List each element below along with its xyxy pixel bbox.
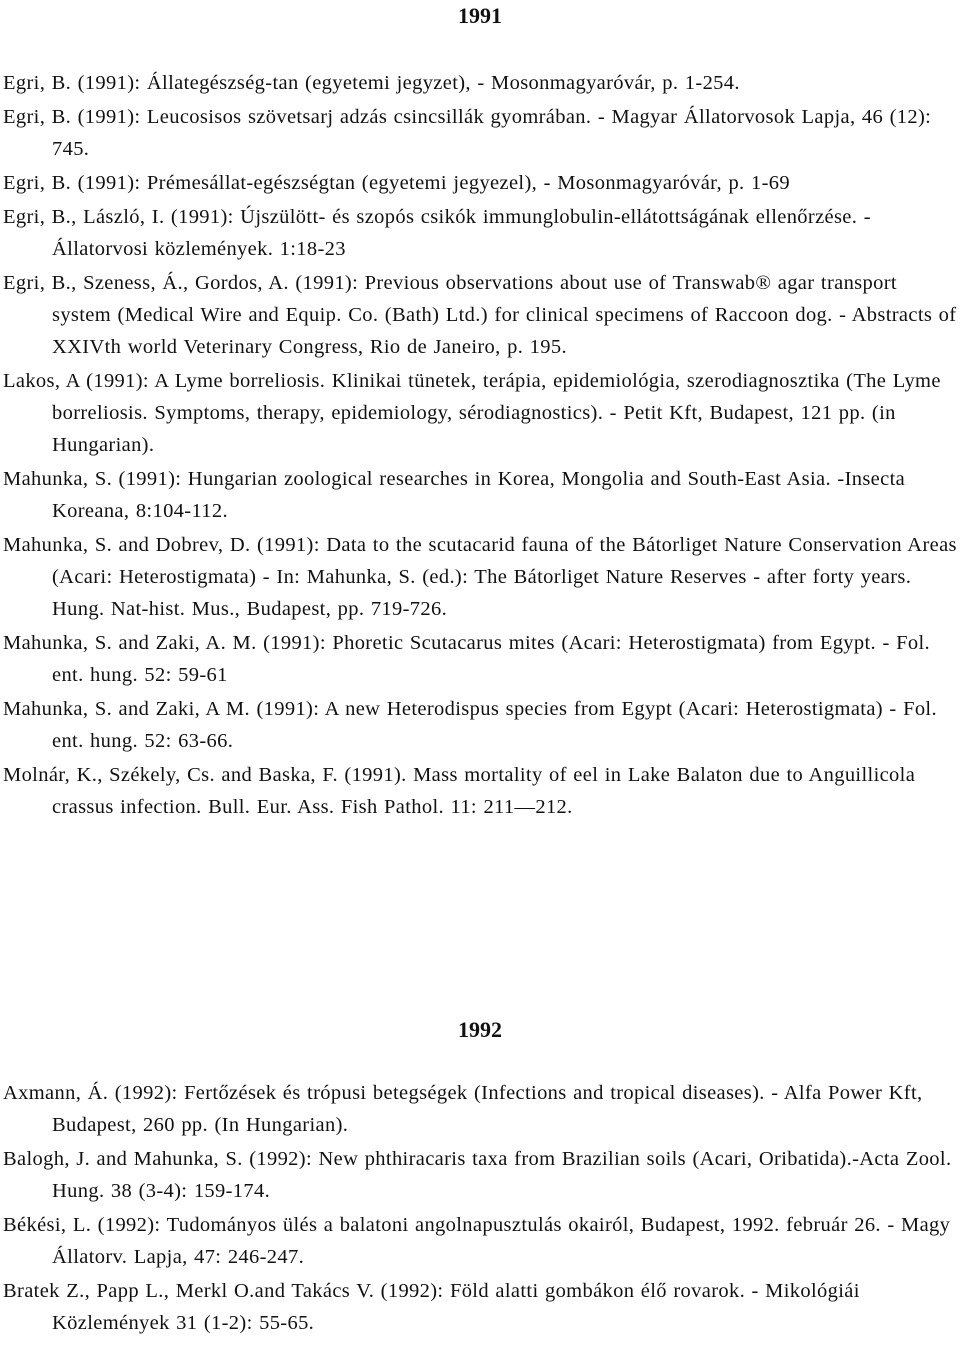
year-heading-1991: 1991 (458, 3, 502, 28)
entry-list-1992 (3, 1077, 958, 1341)
bibliography-entry: Molnár, K., Székely, Cs. and Baska, F. (1991). Mass mortality of eel in Lake Balaton due to Anguillicola crassus infection. Bull. Eur. Ass. Fish Pathol. 11: 211—212. (3, 764, 916, 818)
bibliography-entry: Egri, B. (1991): Prémesállat-egészségtan (egyetemi jegyezel), - Mosonmagyaróvár, p. 1-69 (3, 172, 790, 194)
bibliography-entry: Egri, B., László, I. (1991): Újszülött- és szopós csikók immunglobulin-ellátottságának ellenőrzése. - Állatorvosi közlemények. 1:18-23 (3, 206, 871, 260)
bibliography-entry: Egri, B., Szeness, Á., Gordos, A. (1991): Previous observations about use of Transwab® agar transport system (Medical Wire and Equip. Co. (Bath) Ltd.) for clinical specimens of Raccoon dog. - Abstracts of XXIVth world Veterinary Congress, Rio de Janeiro, p. 195. (3, 272, 957, 358)
bibliography-entry: Balogh, J. and Mahunka, S. (1992): New phthiracaris taxa from Brazilian soils (Acari, Oribatida).-Acta Zool. Hung. 38 (3-4): 159-174. (3, 1148, 952, 1202)
bibliography-entry: Egri, B. (1991): Állategészség-tan (egyetemi jegyzet), - Mosonmagyaróvár, p. 1-254. (3, 72, 740, 94)
bibliography-entry: Axmann, Á. (1992): Fertőzések és trópusi betegségek (Infections and tropical diseases). - Alfa Power Kft, Budapest, 260 pp. (In Hungarian). (3, 1082, 923, 1136)
entry-list-1991 (3, 67, 958, 825)
bibliography-entry: Békési, L. (1992): Tudományos ülés a balatoni angolnapusztulás okairól, Budapest, 1992. február 26. - Magy Állatorv. Lapja, 47: 246-247. (3, 1214, 951, 1268)
bibliography-entry: Mahunka, S. and Dobrev, D. (1991): Data to the scutacarid fauna of the Bátorliget Nature Conservation Areas (Acari: Heterostigmata) - In: Mahunka, S. (ed.): The Bátorliget Nature Reserves - after forty years. Hung. Nat-hist. Mus., Budapest, pp. 719-726. (3, 534, 957, 620)
bibliography-entry: Egri, B. (1991): Leucosisos szövetsarj adzás csincsillák gyomrában. - Magyar Állatorvosok Lapja, 46 (12): 745. (3, 106, 932, 160)
bibliography-entry: Mahunka, S. and Zaki, A M. (1991): A new Heterodispus species from Egypt (Acari: Heterostigmata) - Fol. ent. hung. 52: 63-66. (3, 698, 937, 752)
bibliography-entry: Lakos, A (1991): A Lyme borreliosis. Klinikai tünetek, terápia, epidemiológia, szerodiagnosztika (The Lyme borreliosis. Symptoms, therapy, epidemiology, sérodiagnostics). - Petit Kft, Budapest, 121 pp. (in Hungarian). (3, 370, 941, 456)
bibliography-entry: Mahunka, S. (1991): Hungarian zoological researches in Korea, Mongolia and South-East Asia. -Insecta Koreana, 8:104-112. (3, 468, 906, 522)
bibliography-entry: Mahunka, S. and Zaki, A. M. (1991): Phoretic Scutacarus mites (Acari: Heterostigmata) from Egypt. - Fol. ent. hung. 52: 59-61 (3, 632, 931, 686)
bibliography-entry: Bratek Z., Papp L., Merkl O.and Takács V. (1992): Föld alatti gombákon élő rovarok. - Mikológiái Közlemények 31 (1-2): 55-65. (3, 1280, 860, 1334)
year-heading-1992: 1992 (458, 1017, 502, 1042)
